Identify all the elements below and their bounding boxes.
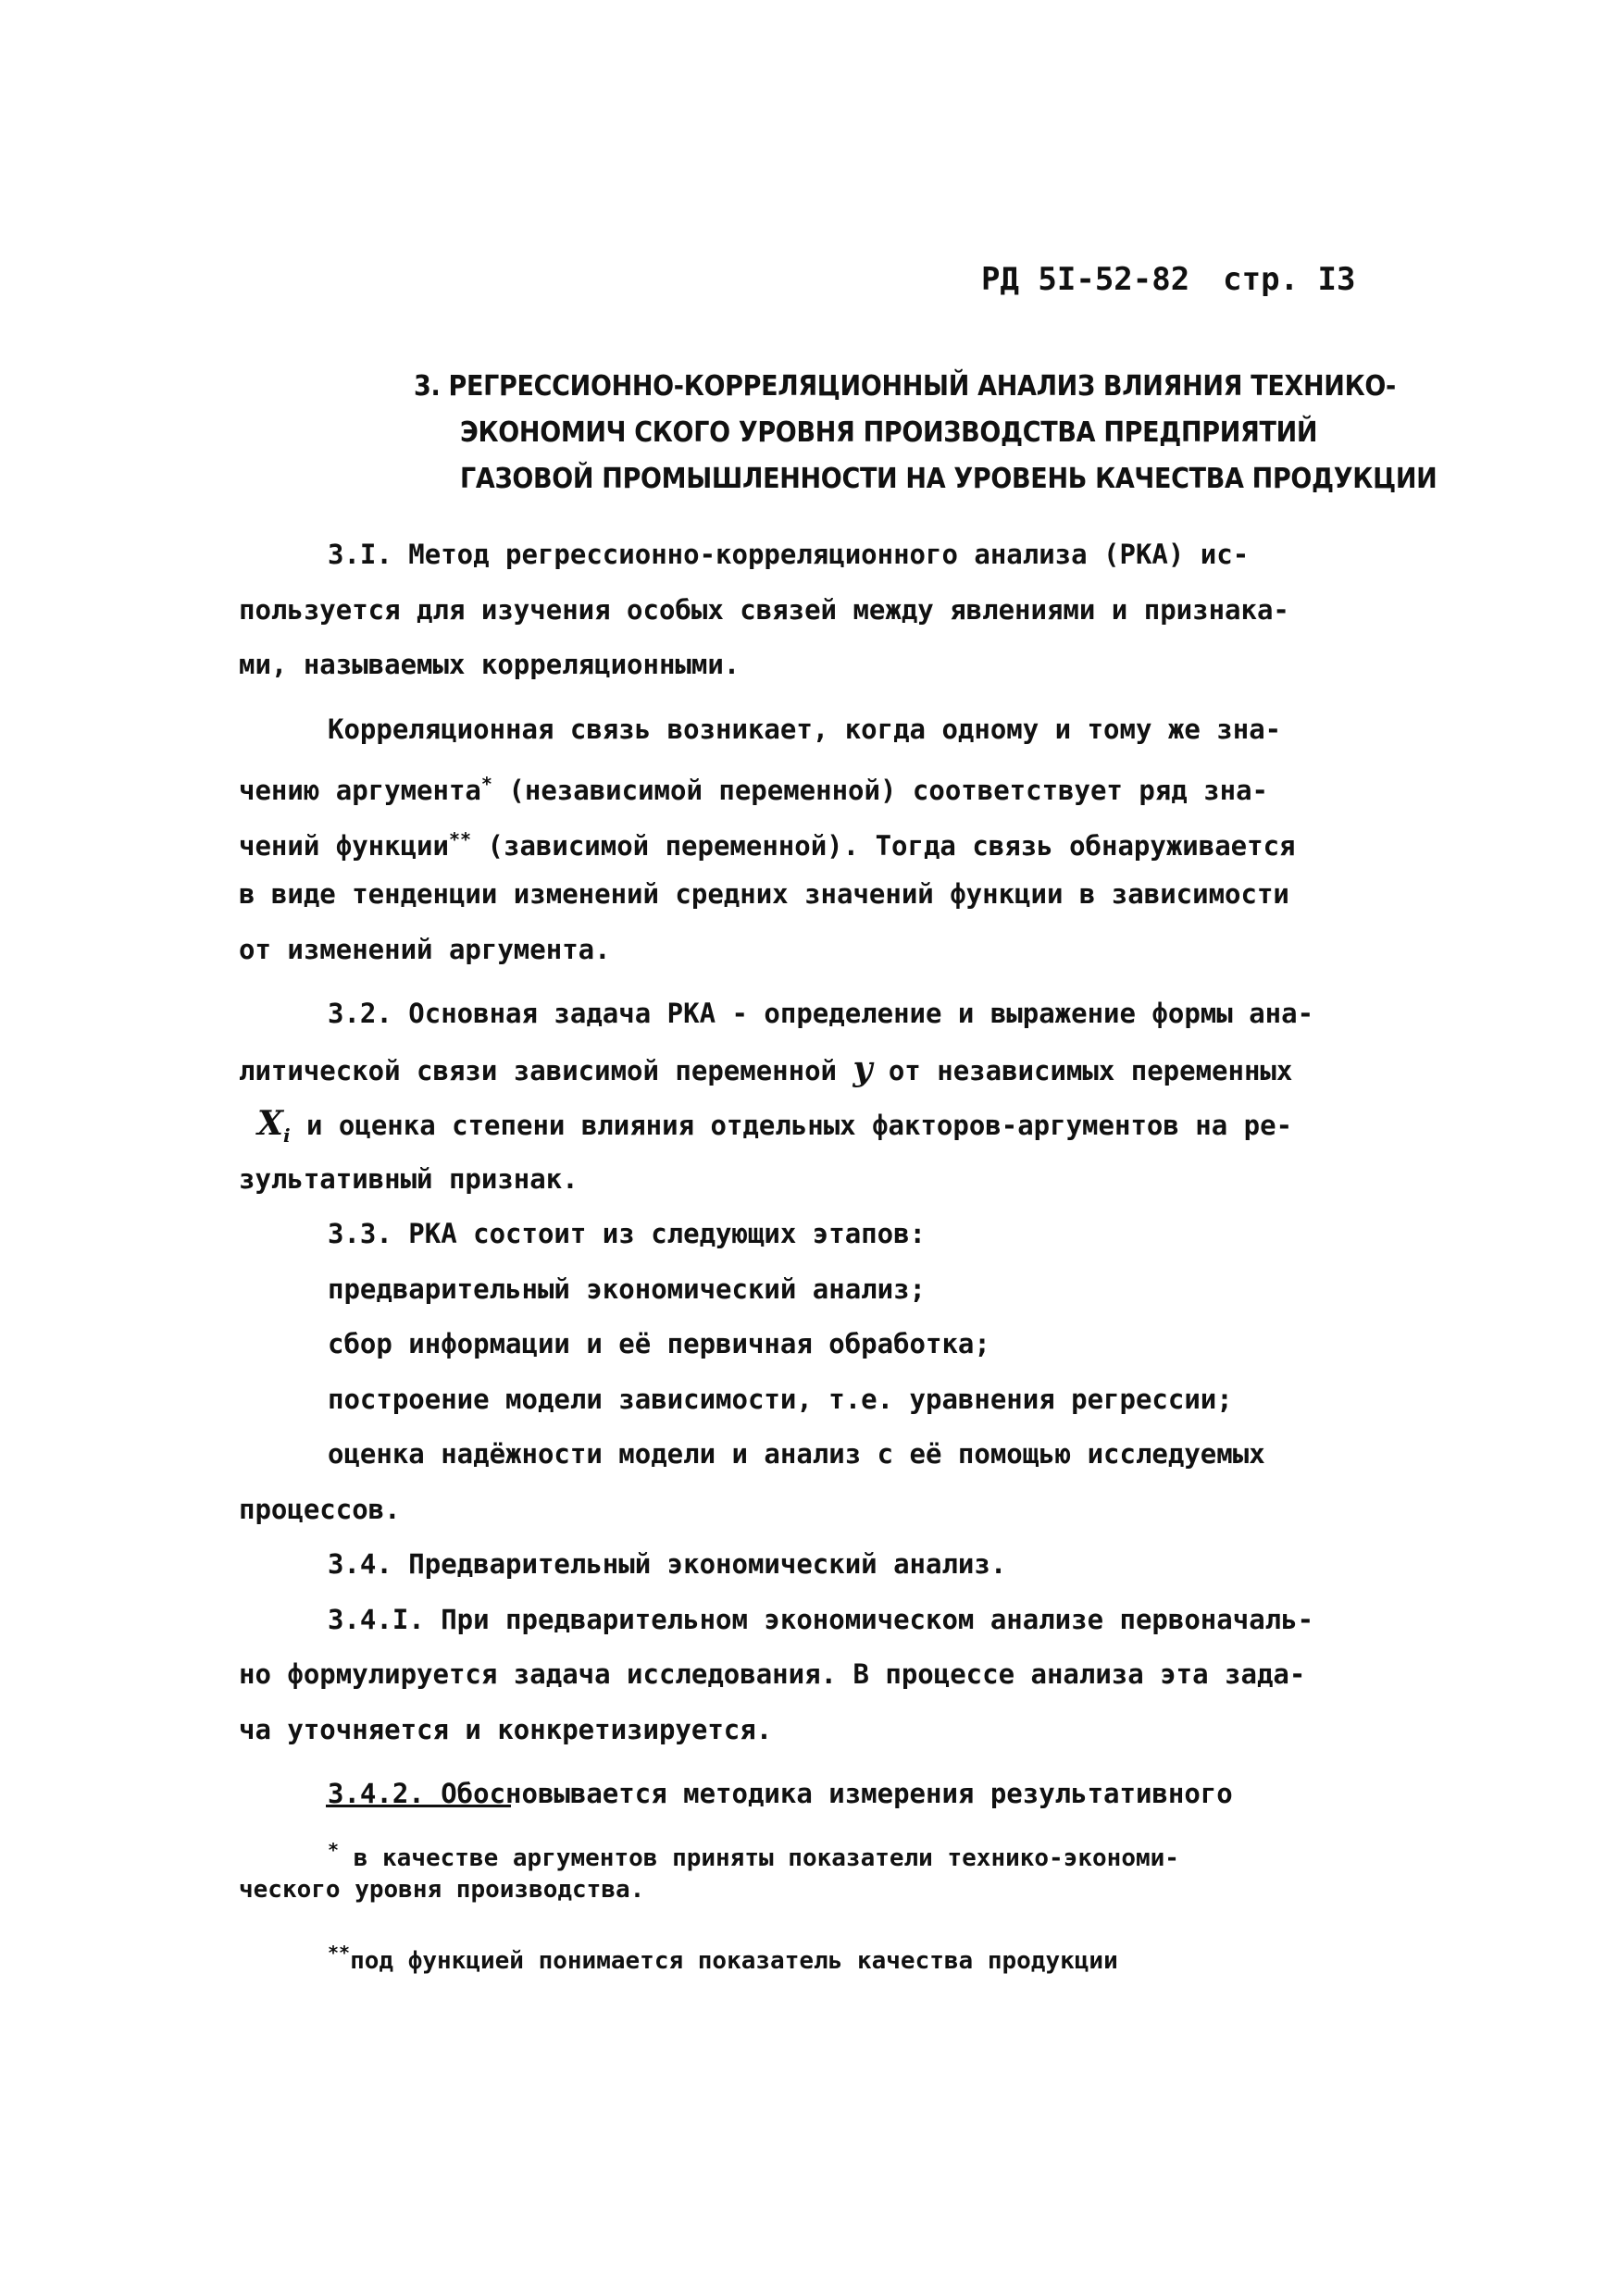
paragraph-3-4-heading: 3.4. Предварительный экономический анализ. [328,1548,1007,1580]
footnote-marker: ** [328,1942,351,1964]
paragraph-3-1-line: 3.I. Метод регрессионно-корреляционного анализа (РКА) ис- [328,539,1250,570]
body-text [239,527,1387,1822]
paragraph-3-4-1-line: но формулируется задача исследования. В процессе анализа эта зада- [239,1658,1306,1690]
footnote-separator [326,1805,511,1807]
title-line-2: ЭКОНОМИЧ СКОГО УРОВНЯ ПРОИЗВОДСТВА ПРЕДПРИЯТИЙ [460,416,1318,449]
variable-y: y [853,1049,873,1088]
paragraph-correlation-line: в виде тенденции изменений средних значений функции в зависимости [239,878,1289,910]
paragraph-correlation-line: Корреляционная связь возникает, когда одному и тому же зна- [328,713,1282,745]
paragraph-3-4-1-line: ча уточняется и конкретизируется. [239,1713,773,1745]
footnote-marker: * [328,1839,340,1861]
title-line-3: ГАЗОВОЙ ПРОМЫШЛЕННОСТИ НА УРОВЕНЬ КАЧЕСТВА ПРОДУКЦИИ [460,463,1438,495]
paragraph-3-2-line: литической связи зависимой переменной y от независимых переменных [239,1049,1293,1088]
footnotes [239,1834,1387,1977]
stage-item: оценка надёжности модели и анализ с её помощью исследуемых [328,1438,1265,1470]
paragraph-3-3-heading: 3.3. РКА состоит из следующих этапов: [328,1218,927,1249]
footnote-1: * в качестве аргументов приняты показатели технико-экономи- [328,1839,1179,1872]
title-line-1: 3. РЕГРЕССИОННО-КОРРЕЛЯЦИОННЫЙ АНАЛИЗ ВЛИЯНИЯ ТЕХНИКО- [414,370,1396,403]
stage-item: построение модели зависимости, т.е. уравнения регрессии; [328,1383,1233,1415]
paragraph-3-1-line: пользуется для изучения особых связей между явлениями и признака- [239,593,1289,626]
stage-item: предварительный экономический анализ; [328,1272,927,1305]
paragraph-correlation-line: чению аргумента* (независимой переменной) соответствует ряд зна- [239,773,1269,806]
stage-item: процессов. [239,1493,401,1525]
paragraph-3-1-line: ми, называемых корреляционными. [239,649,741,680]
paragraph-correlation-line: от изменений аргумента. [239,933,611,965]
variable-x: $X_i$ [257,1104,291,1148]
document-code: РД 5I-52-82 [981,261,1190,298]
footnote-2: **под функцией понимается показатель качества продукции [328,1942,1118,1975]
stage-item: сбор информации и её первичная обработка; [328,1328,990,1359]
paragraph-3-2-line: 3.2. Основная задача РКА - определение и выражение формы ана- [328,998,1314,1029]
paragraph-3-2-line: зультативный признак. [239,1162,579,1195]
paragraph-3-4-2-line: 3.4.2. Обосновывается методика измерения результативного [328,1778,1233,1809]
paragraph-correlation-line: чений функции** (зависимой переменной). Тогда связь обнаруживается [239,827,1296,862]
footnote-marker: ** [448,827,472,850]
page-header [981,261,1355,298]
footnote-1-cont: ческого уровня производства. [239,1876,645,1904]
footnote-marker: * [480,773,492,795]
paragraph-3-2-line: $X_i$ и оценка степени влияния отдельных факторов-аргументов на ре- [257,1104,1293,1148]
page-number: стр. I3 [1223,261,1356,298]
paragraph-3-4-1-line: 3.4.I. При предварительном экономическом анализе первоначаль- [328,1603,1314,1635]
